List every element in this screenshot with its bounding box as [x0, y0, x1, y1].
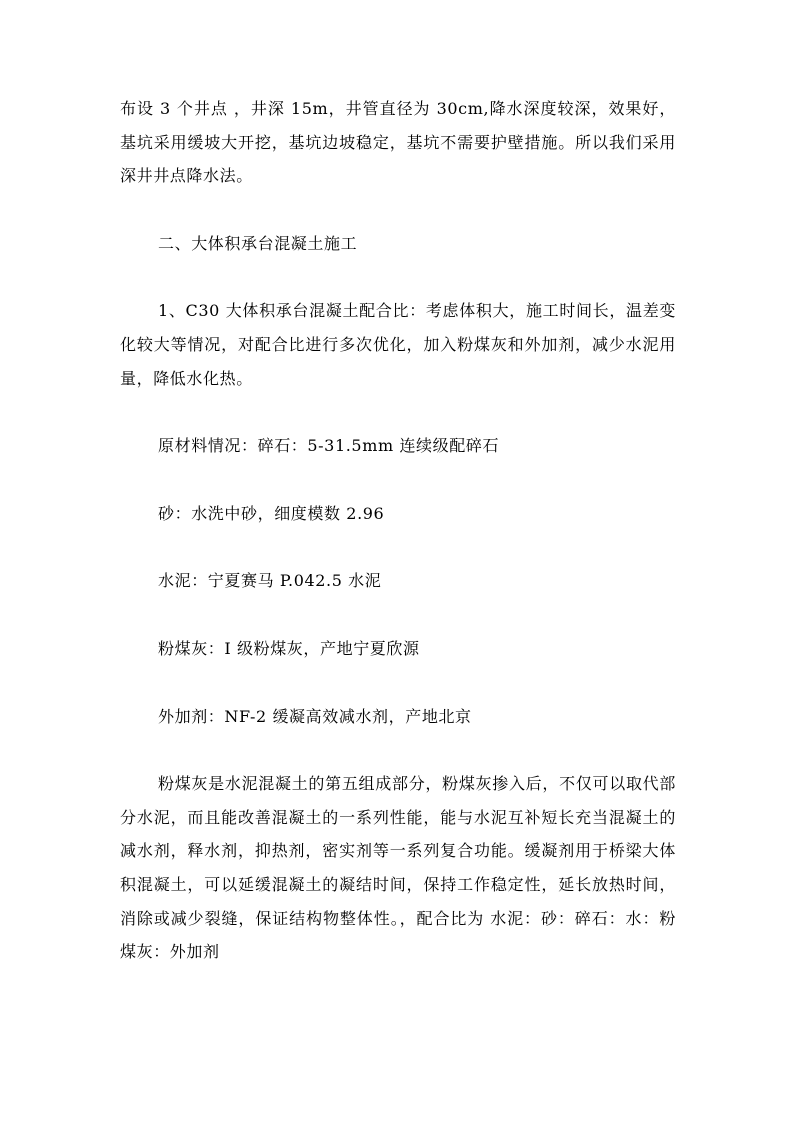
document-body	[120, 92, 676, 1003]
section-heading-mass-concrete: 二、大体积承台混凝土施工	[158, 233, 358, 253]
paragraph-raw-materials: 原材料情况：碎石：5-31.5mm 连续级配碎石	[158, 436, 500, 456]
paragraph-admixture: 外加剂：NF-2 缓凝高效减水剂，产地北京	[158, 706, 472, 726]
paragraph-sand: 砂：水洗中砂，细度模数 2.96	[158, 503, 385, 523]
paragraph-fly-ash: 粉煤灰：I 级粉煤灰，产地宁夏欣源	[158, 638, 420, 658]
paragraph-well-points: 布设 3 个井点 ，井深 15m，井管直径为 30cm,降水深度较深，效果好，基坑采用缓坡大开挖，基坑边坡稳定，基坑不需要护壁措施。所以我们采用深井井点降水法。	[120, 99, 676, 186]
paragraph-cement: 水泥：宁夏赛马 P.042.5 水泥	[158, 571, 382, 591]
paragraph-mix-ratio: 1、C30 大体积承台混凝土配合比：考虑体积大，施工时间长，温差变化较大等情况，对配合比进行多次优化，加入粉煤灰和外加剂，减少水泥用量，降低水化热。	[120, 301, 676, 388]
paragraph-fly-ash-function: 粉煤灰是水泥混凝土的第五组成部分，粉煤灰掺入后，不仅可以取代部分水泥，而且能改善混凝土的一系列性能，能与水泥互补短长充当混凝土的减水剂，释水剂，抑热剂，密实剂等一系列复合功能。缓凝剂用于桥梁大体积混凝土，可以延缓混凝土的凝结时间，保持工作稳定性，延长放热时间，消除或减少裂缝，保证结构物整体性。，配合比为 水泥：砂：碎石：水：粉煤灰：外加剂	[120, 774, 676, 962]
